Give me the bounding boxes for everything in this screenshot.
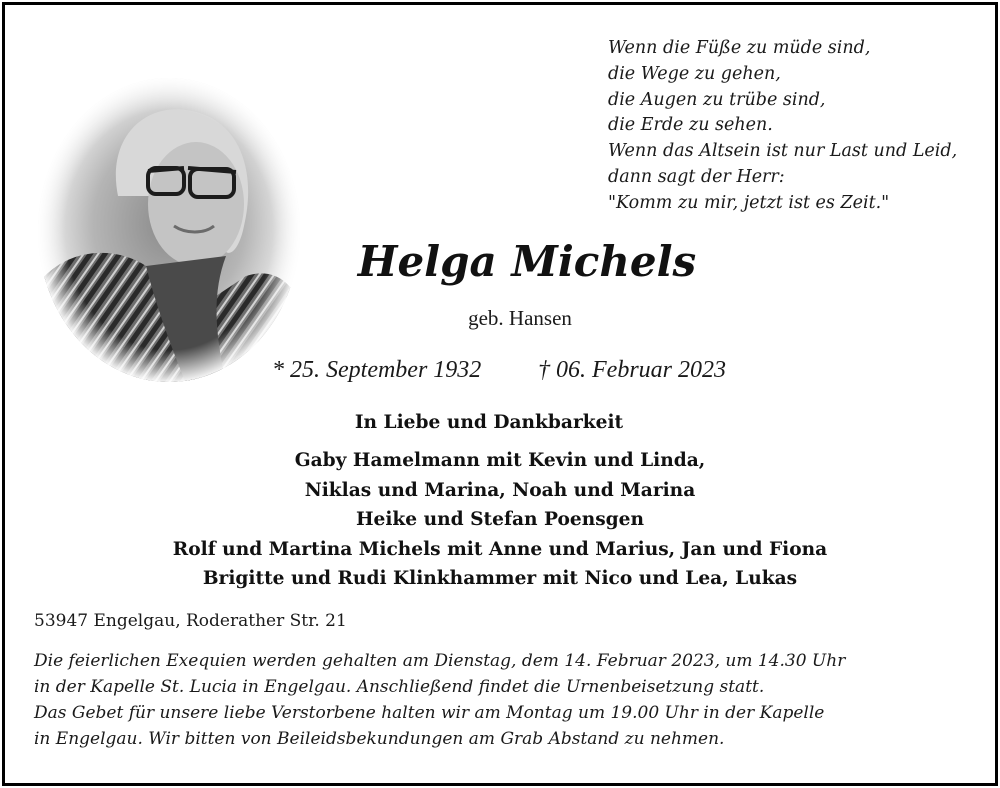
mourners-list [0,408,1000,594]
poem-line: "Komm zu mir, jetzt ist es Zeit." [608,192,890,213]
mourner-line: Niklas und Marina, Noah und Marina [304,479,696,501]
poem-line: die Erde zu sehen. [608,115,773,136]
poem [608,36,957,217]
portrait-photo-icon [36,76,302,384]
poem-line: dann sagt der Herr: [608,166,785,187]
address: 53947 Engelgau, Roderather Str. 21 [34,611,347,631]
mourner-line: Heike und Stefan Poensgen [355,509,645,530]
death-date: † 06. Februar 2023 [538,357,726,383]
maiden-name: geb. Hansen [468,306,572,330]
mourner-line: Gaby Hamelmann mit Kevin und Linda, [294,450,706,471]
deceased-name: Helga Michels [357,237,697,286]
mourners-intro: In Liebe und Dankbarkeit [354,412,624,433]
notice-line: Die feierlichen Exequien werden gehalten am Dienstag, dem 14. Februar 2023, um 14.30 Uhr [34,651,846,671]
poem-line: die Augen zu trübe sind, [608,89,826,110]
mourner-line: Brigitte und Rudi Klinkhammer mit Nico und Lea, Lukas [202,568,798,589]
poem-line: Wenn die Füße zu müde sind, [608,38,871,58]
birth-date: * 25. September 1932 [272,357,482,383]
notice-line: Das Gebet für unsere liebe Verstorbene halten wir am Montag um 19.00 Uhr in der Kapelle [34,703,825,723]
funeral-notice [34,648,845,752]
notice-line: in der Kapelle St. Lucia in Engelgau. Anschließend findet die Urnenbeisetzung statt. [34,677,765,697]
mourner-line: Rolf und Martina Michels mit Anne und Marius, Jan und Fiona [172,538,828,560]
poem-line: die Wege zu gehen, [608,63,781,84]
notice-line: in Engelgau. Wir bitten von Beileidsbekundungen am Grab Abstand zu nehmen. [34,729,725,749]
poem-line: Wenn das Altsein ist nur Last und Leid, [608,141,958,162]
